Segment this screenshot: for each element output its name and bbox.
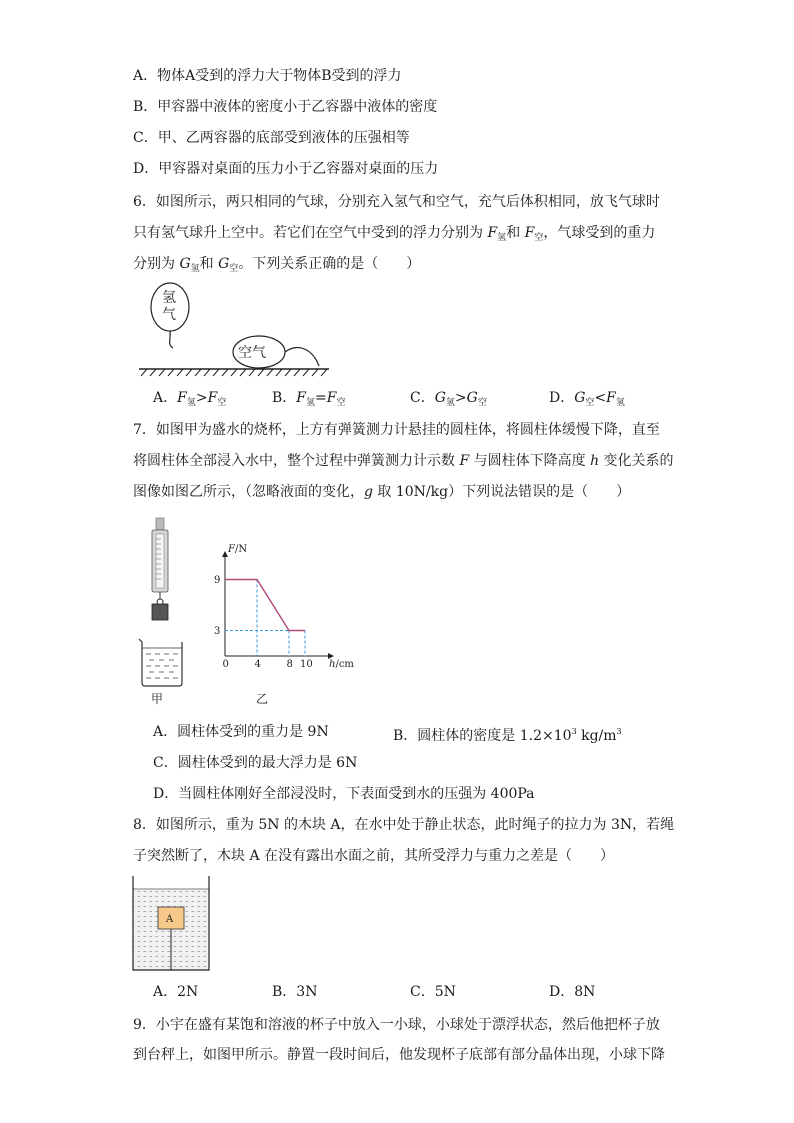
q8-option-d: D．8N (549, 984, 596, 1000)
q6-option-c: C．$G_氢>G_空$ (410, 390, 487, 408)
x-tick-label-0: 0 (222, 659, 229, 670)
q8-container-figure (131, 874, 211, 974)
q8-stem-line1: 8．如图所示，重为 5N 的木块 A，在水中处于静止状态，此时绳子的拉力为 3N，若绳 (133, 817, 675, 833)
q7-fh-chart (203, 540, 373, 675)
air-balloon-string (285, 348, 319, 366)
spring-scale-top (156, 518, 164, 530)
block-a-label: A (166, 914, 174, 925)
q7-option-a: A．圆柱体受到的重力是 9N (153, 724, 329, 740)
q7-figure-left (133, 515, 193, 705)
fig-right-label: 乙 (256, 692, 269, 706)
q6-stem-line2: 只有氢气球升上空中。若它们在空气中受到的浮力分别为 $F_氢$和 $F_空$，气球受到的重力 (133, 225, 656, 243)
balloon-k-text: 空气 (238, 345, 266, 361)
q6-option-a: A．$F_氢>F_空$ (153, 390, 227, 408)
q6-stem-line3: 分别为 $G_氢$和 $G_空$。下列关系正确的是（ ） (133, 256, 421, 274)
q5-option-c: C．甲、乙两容器的底部受到液体的压强相等 (133, 130, 410, 146)
balloon-h-char-1: 氢 (162, 290, 176, 306)
q5-option-b: B．甲容器中液体的密度小于乙容器中液体的密度 (133, 99, 438, 115)
cylinder-block (152, 604, 168, 620)
x-tick-label-4: 4 (254, 659, 261, 670)
hydrogen-balloon-string (170, 331, 173, 348)
ground-hatch (141, 369, 327, 376)
q8-option-b: B．3N (272, 984, 318, 1000)
q5-option-d: D．甲容器对桌面的压力小于乙容器对桌面的压力 (133, 161, 439, 177)
f-h-series-line (225, 580, 305, 631)
q6-option-b: B．$F_氢=F_空$ (272, 390, 346, 408)
beaker (139, 639, 182, 686)
q7-option-c: C．圆柱体受到的最大浮力是 6N (153, 755, 358, 771)
q9-stem-line2: 到台秤上，如图甲所示。静置一段时间后，他发现杯子底部有部分晶体出现，小球下降 (133, 1047, 665, 1063)
q7-stem-line2: 将圆柱体全部浸入水中，整个过程中弹簧测力计示数 F 与圆柱体下降高度 h 变化关系的 (133, 453, 674, 469)
q7-stem-line3: 图像如图乙所示，（忽略液面的变化，g 取 10N/kg）下列说法错误的是（ ） (133, 484, 631, 500)
q5-option-a: A．物体A受到的浮力大于物体B受到的浮力 (133, 68, 402, 84)
q6-stem-line1: 6．如图所示，两只相同的气球，分别充入氢气和空气，充气后体积相同，放飞气球时 (133, 194, 660, 210)
y-axis-label: F/N (228, 544, 248, 555)
x-axis-label: h/cm (329, 659, 354, 670)
balloon-h-char-2: 气 (162, 307, 176, 323)
fig-left-label: 甲 (151, 692, 164, 706)
q7-stem-line1: 7．如图甲为盛水的烧杯，上方有弹簧测力计悬挂的圆柱体，将圆柱体缓慢下降，直至 (133, 422, 660, 438)
q8-stem-line2: 子突然断了，木块 A 在没有露出水面之前，其所受浮力与重力之差是（ ） (133, 848, 615, 864)
y-tick-label-3: 3 (214, 626, 221, 637)
q7-option-d: D．当圆柱体刚好全部浸没时，下表面受到水的压强为 400Pa (153, 786, 535, 802)
q8-option-a: A．2N (153, 984, 199, 1000)
q9-stem-line1: 9．小宇在盛有某饱和溶液的杯子中放入一小球，小球处于漂浮状态，然后他把杯子放 (133, 1017, 660, 1033)
y-tick-label-9: 9 (214, 575, 221, 586)
q8-option-c: C．5N (410, 984, 456, 1000)
q7-option-b: B．圆柱体的密度是 $1.2\times 10^3$ $kg/m^3$ (393, 727, 622, 744)
x-tick-label-10: 10 (300, 659, 313, 670)
x-tick-label-8: 8 (286, 659, 293, 670)
q6-balloon-figure (133, 280, 333, 380)
q6-option-d: D．$G_空<F_氢$ (549, 390, 625, 408)
